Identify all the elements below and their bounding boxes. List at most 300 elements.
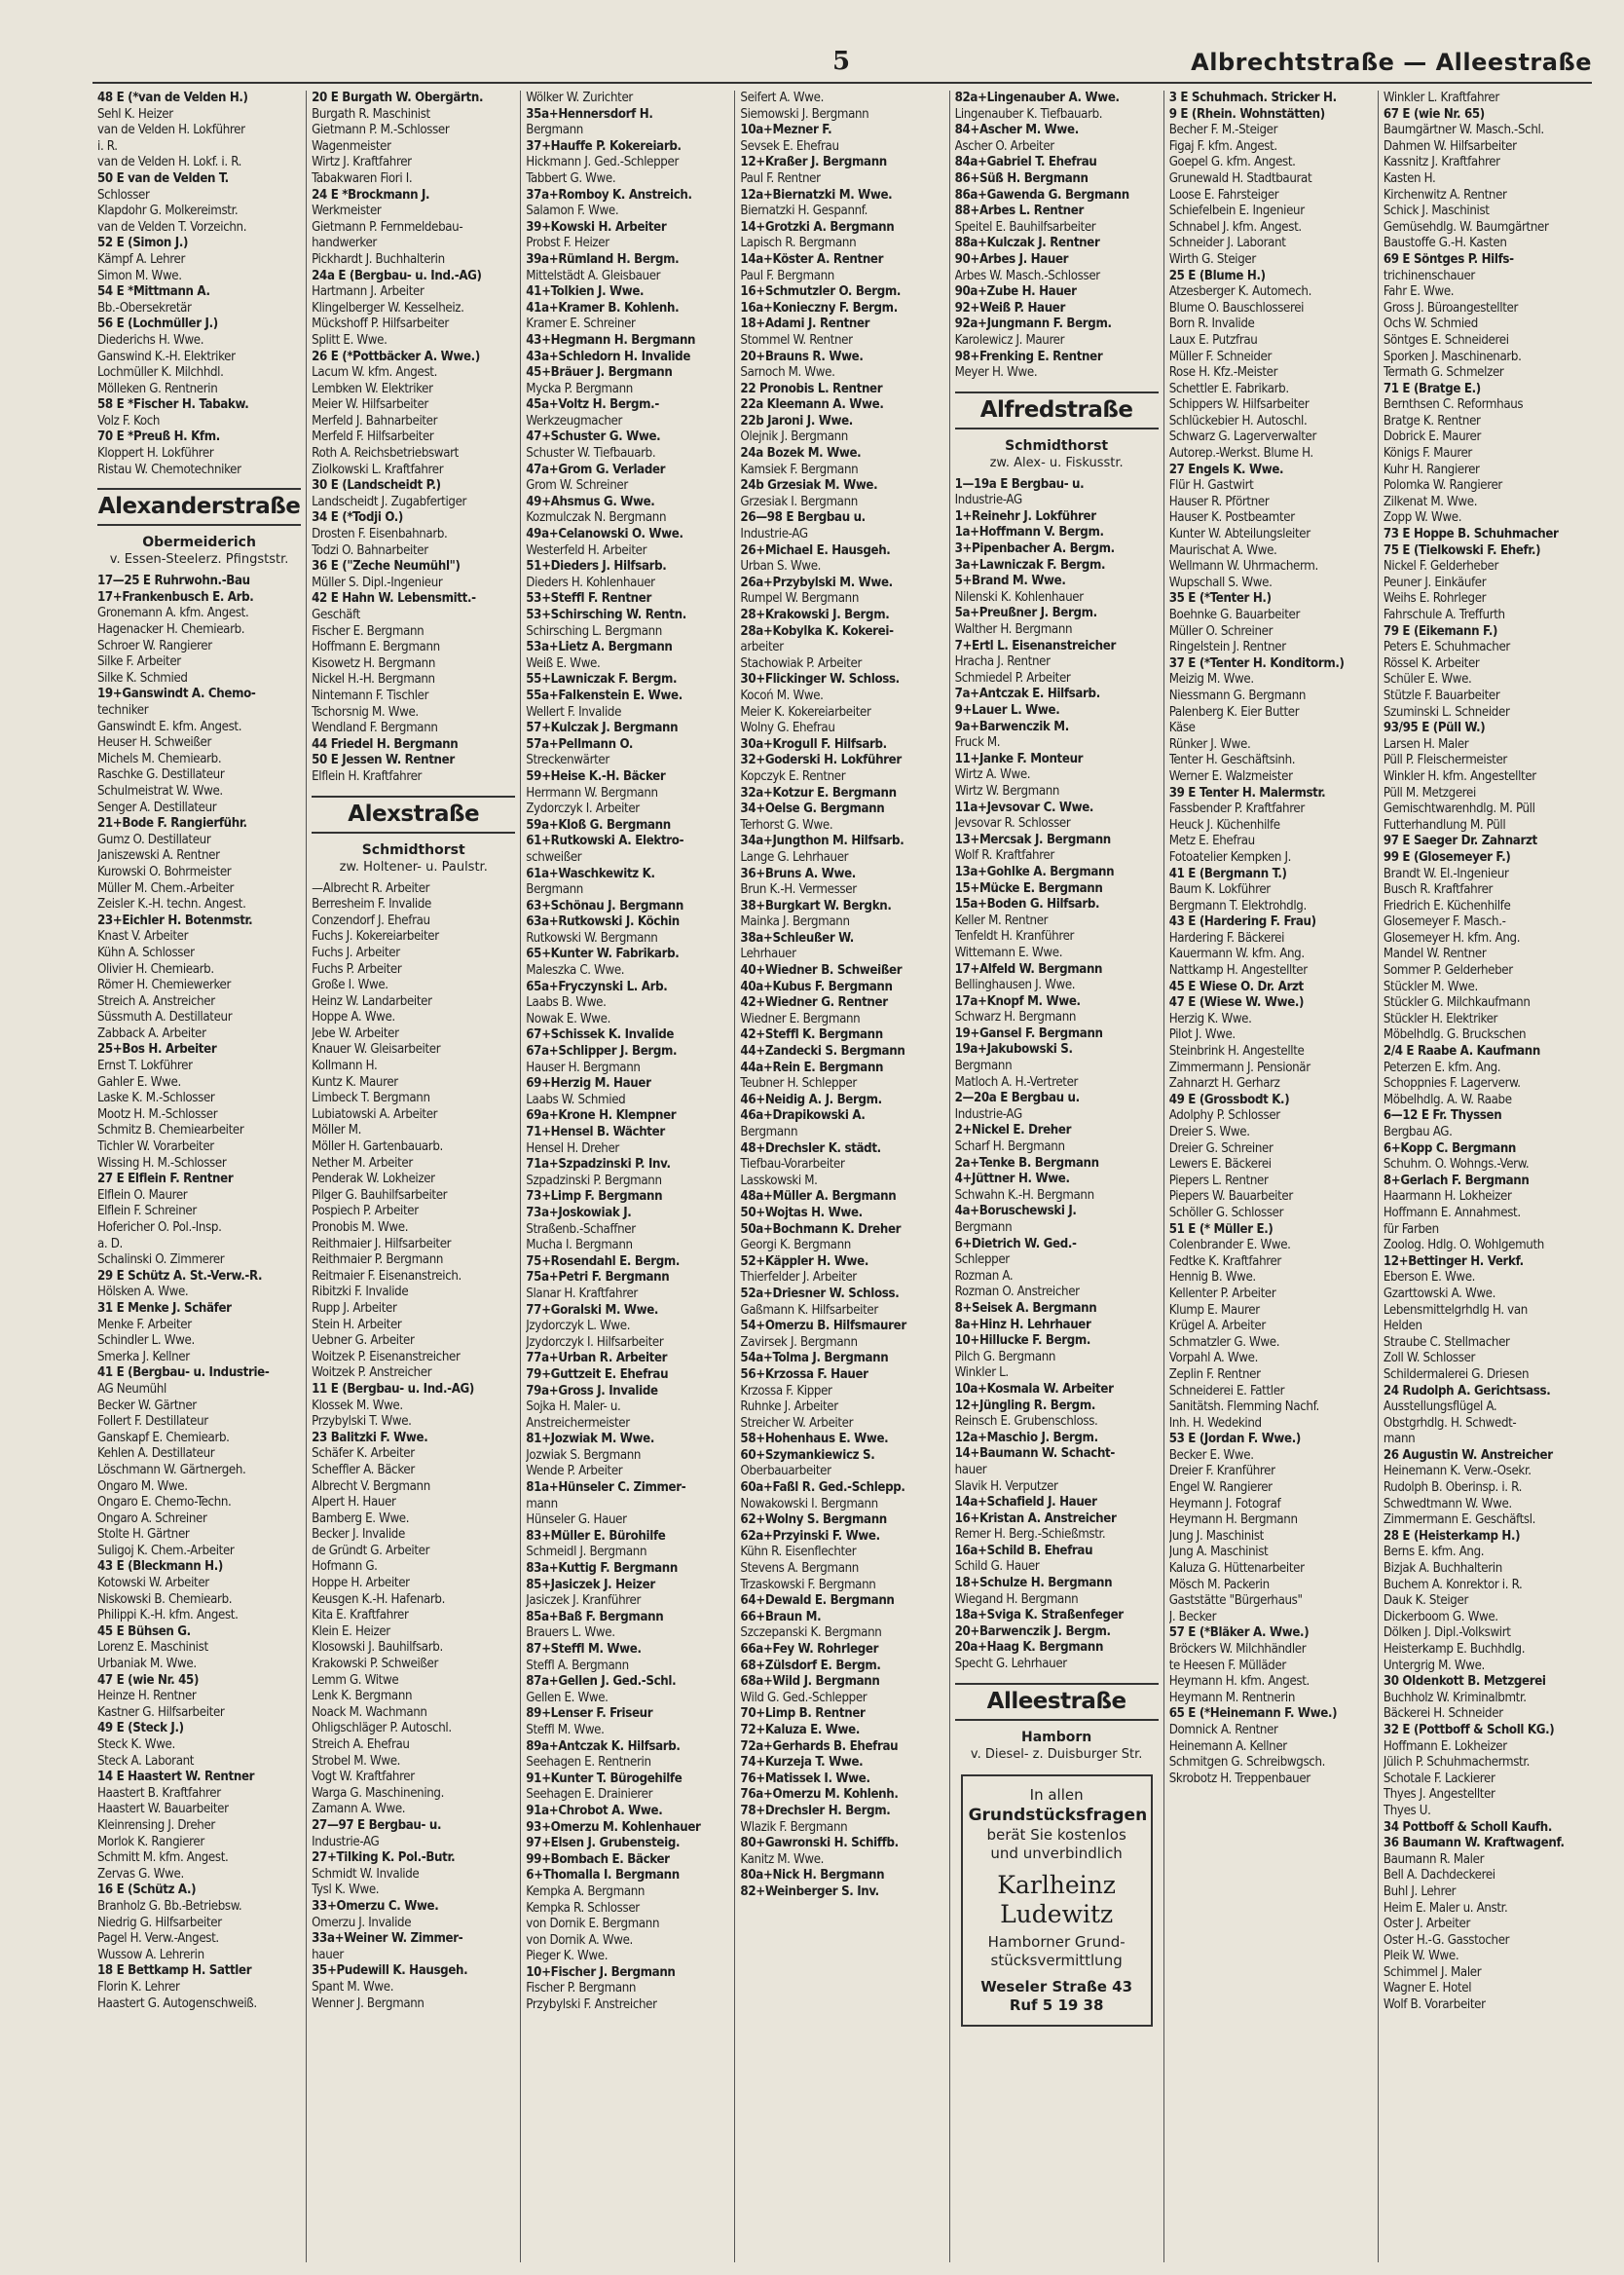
directory-entry: Hünseler G. Hauer <box>526 1512 627 1528</box>
directory-entry: Gzarttowski A. Wwe. <box>1383 1286 1496 1301</box>
directory-entry: Steffl M. Wwe. <box>526 1722 605 1737</box>
directory-entry: Industrie-AG <box>312 1834 380 1849</box>
directory-entry: Schneider J. Laborant <box>1168 236 1286 251</box>
directory-entry: Grunewald H. Stadtbaurat <box>1168 170 1312 186</box>
directory-entry: Karolewicz J. Maurer <box>954 332 1065 348</box>
directory-entry: 89a+Antczak K. Hilfsarb. <box>526 1738 681 1754</box>
directory-entry: Nether M. Arbeiter <box>312 1155 413 1171</box>
directory-entry: Berns E. kfm. Ang. <box>1383 1545 1485 1560</box>
directory-entry: 97+Elsen J. Grubensteig. <box>526 1836 681 1851</box>
directory-entry: Matloch A. H.-Vertreter <box>954 1074 1079 1090</box>
directory-entry: 75 E (Tielkowski F. Ehefr.) <box>1383 542 1541 558</box>
directory-entry: Römer H. Chemiewerker <box>97 978 232 993</box>
directory-entry: Georgi K. Bergmann <box>740 1238 851 1253</box>
directory-entry: Laabs W. Schmied <box>526 1092 626 1107</box>
directory-columns <box>92 91 1592 2262</box>
directory-entry: Baumgärtner W. Masch.-Schl. <box>1383 123 1544 138</box>
directory-entry: 16a+Konieczny F. Bergm. <box>740 300 898 316</box>
directory-entry: 86a+Gawenda G. Bergmann <box>954 187 1129 203</box>
directory-entry: Meier K. Kokereiarbeiter <box>740 704 871 720</box>
directory-entry: Wild G. Ged.-Schlepper <box>740 1690 867 1705</box>
directory-entry: Splitt E. Wwe. <box>312 332 388 348</box>
directory-entry: Omerzu J. Invalide <box>312 1915 412 1930</box>
directory-entry: Klosowski J. Bauhilfsarb. <box>312 1640 443 1656</box>
directory-entry: 92+Weiß P. Hauer <box>954 300 1065 316</box>
entry-list <box>740 91 943 1901</box>
directory-entry: 23+Eichler H. Botenmstr. <box>97 913 253 928</box>
directory-entry: 82+Weinberger S. Inv. <box>740 1883 879 1899</box>
directory-entry: Lingenauber K. Tiefbauarb. <box>954 106 1103 122</box>
directory-entry: Kaluza G. Hüttenarbeiter <box>1168 1561 1305 1577</box>
directory-entry: Schirsching L. Bergmann <box>526 623 662 639</box>
directory-entry: 12a+Maschio J. Bergm. <box>954 1430 1098 1445</box>
directory-entry: Vogt W. Kraftfahrer <box>312 1770 415 1785</box>
directory-entry: Pilger G. Bauhilfsarbeiter <box>312 1187 448 1203</box>
directory-entry: Colenbrander E. Wwe. <box>1168 1238 1291 1253</box>
directory-entry: 12a+Biernatzki M. Wwe. <box>740 187 893 203</box>
directory-entry: Oberbauarbeiter <box>740 1464 831 1479</box>
directory-entry: Schmitgen G. Schreibwgsch. <box>1168 1755 1326 1771</box>
directory-entry: 70+Limp B. Rentner <box>740 1706 866 1722</box>
directory-entry: Engel W. Rangierer <box>1168 1480 1273 1496</box>
directory-entry: Klapdohr G. Molkereimstr. <box>97 204 239 219</box>
directory-entry: 97 E Saeger Dr. Zahnarzt <box>1383 834 1537 849</box>
directory-entry: Elflein F. Schreiner <box>97 1204 197 1219</box>
directory-entry: Przybylski F. Anstreicher <box>526 1997 657 2013</box>
directory-entry: Palenberg K. Eier Butter <box>1168 704 1300 720</box>
directory-entry: 45 E Wiese O. Dr. Arzt <box>1168 979 1304 994</box>
directory-entry: Klein E. Heizer <box>312 1623 390 1639</box>
directory-entry: 76+Matissek I. Wwe. <box>740 1771 870 1786</box>
directory-entry: Mösch M. Packerin <box>1168 1577 1270 1592</box>
directory-entry: Tabbert G. Wwe. <box>526 170 616 186</box>
directory-entry: Zahnarzt H. Gerharz <box>1168 1076 1280 1092</box>
directory-entry: 86+Süß H. Bergmann <box>954 170 1089 186</box>
directory-entry: Rössel K. Arbeiter <box>1383 655 1480 671</box>
directory-entry: 28 E (Heisterkamp H.) <box>1383 1528 1521 1544</box>
directory-entry: Bizjak A. Buchhalterin <box>1383 1561 1502 1577</box>
directory-entry: Maleszka C. Wwe. <box>526 963 625 979</box>
directory-entry: 66+Braun M. <box>740 1609 822 1624</box>
directory-entry: Sojka H. Maler- u. <box>526 1399 621 1415</box>
directory-entry: 60+Szymankiewicz S. <box>740 1447 875 1463</box>
directory-entry: 3+Pipenbacher A. Bergm. <box>954 541 1115 557</box>
directory-entry: 56 E (Lochmüller J.) <box>97 317 218 332</box>
directory-entry: Heymann M. Rentnerin <box>1168 1690 1295 1705</box>
directory-entry: Stückler H. Elektriker <box>1383 1011 1498 1026</box>
directory-entry: Sevsek E. Ehefrau <box>740 138 839 154</box>
directory-entry: Bb.-Obersekretär <box>97 300 192 316</box>
directory-entry: techniker <box>97 703 149 718</box>
directory-entry: Straube C. Stellmacher <box>1383 1334 1510 1350</box>
directory-entry: 80+Gawronski H. Schiffb. <box>740 1836 899 1851</box>
directory-entry: Heuck J. Küchenhilfe <box>1168 817 1280 833</box>
directory-entry: Wirth G. Steiger <box>1168 251 1256 267</box>
district-range: zw. Holtener- u. Paulstr. <box>339 859 488 875</box>
directory-entry: Laske K. M.-Schlosser <box>97 1091 215 1106</box>
directory-entry: 26a+Przybylski M. Wwe. <box>740 575 893 590</box>
directory-entry: 4a+Boruschewski J. <box>954 1204 1077 1219</box>
directory-entry: 17—25 E Ruhrwohn.-Bau <box>97 574 250 589</box>
directory-entry: Wirtz A. Wwe. <box>954 767 1031 783</box>
directory-entry: Schiefelbein E. Ingenieur <box>1168 204 1305 219</box>
directory-entry: Obstgrhdlg. H. Schwedt- <box>1383 1415 1517 1431</box>
directory-entry: Streich A. Anstreicher <box>97 993 215 1009</box>
directory-entry: 34 E (*Todji O.) <box>312 510 403 526</box>
directory-entry: Meizig M. Wwe. <box>1168 672 1254 688</box>
directory-entry: Rozman A. <box>954 1268 1014 1284</box>
directory-entry: Kuhr H. Rangierer <box>1383 462 1480 477</box>
directory-entry: 11 E (Bergbau- u. Ind.-AG) <box>312 1381 474 1397</box>
directory-entry: Schmatzler G. Wwe. <box>1168 1334 1280 1350</box>
directory-entry: Dauk K. Steiger <box>1383 1593 1468 1609</box>
directory-entry: Ristau W. Chemotechniker <box>97 462 241 477</box>
directory-entry: Schmeidl J. Bergmann <box>526 1545 647 1560</box>
directory-entry: Piepers W. Bauarbeiter <box>1168 1189 1293 1205</box>
directory-entry: Niskowski B. Chemiearb. <box>97 1591 233 1607</box>
directory-entry: Gemischtwarenhdlg. M. Püll <box>1383 802 1535 817</box>
directory-entry: Hracha J. Rentner <box>954 654 1051 670</box>
directory-entry: Winkler H. kfm. Angestellter <box>1383 768 1536 784</box>
directory-entry: Diederichs H. Wwe. <box>97 332 204 348</box>
directory-entry: 58 E *Fischer H. Tabakw. <box>97 397 249 413</box>
directory-entry: 77+Goralski M. Wwe. <box>526 1302 659 1318</box>
street-name: Alexanderstraße <box>97 494 301 520</box>
directory-entry: Hoppe H. Arbeiter <box>312 1576 410 1591</box>
directory-entry: Zopp W. Wwe. <box>1383 510 1462 526</box>
directory-entry: Pleik W. Wwe. <box>1383 1949 1459 1964</box>
directory-entry: 52 E (Simon J.) <box>97 236 189 251</box>
directory-entry: Peterzen E. kfm. Ang. <box>1383 1060 1501 1075</box>
directory-entry: Wlazik F. Bergmann <box>740 1819 848 1835</box>
directory-entry: Heinz W. Landarbeiter <box>312 993 432 1009</box>
directory-entry: Schippers W. Hilfsarbeiter <box>1168 397 1310 413</box>
directory-entry: 26 Augustin W. Anstreicher <box>1383 1447 1553 1463</box>
directory-entry: 44+Zandecki S. Bergmann <box>740 1044 905 1060</box>
directory-entry: 49 E (Steck J.) <box>97 1721 184 1736</box>
directory-entry: Piepers L. Rentner <box>1168 1173 1269 1188</box>
ad-headline: Grundstücksfragen <box>968 1805 1148 1825</box>
directory-entry: 25+Bos H. Arbeiter <box>97 1042 217 1058</box>
directory-entry: Bernthsen C. Reformhaus <box>1383 397 1524 413</box>
directory-entry: 19+Gansel F. Bergmann <box>954 1026 1103 1041</box>
directory-entry: 25 E (Blume H.) <box>1168 268 1266 283</box>
directory-entry: Sporken J. Maschinenarb. <box>1383 349 1522 364</box>
directory-entry: Herrmann W. Bergmann <box>526 785 658 801</box>
directory-entry: Stevens A. Bergmann <box>740 1561 859 1577</box>
directory-entry: Paul F. Bergmann <box>740 268 834 283</box>
directory-entry: Thyes U. <box>1383 1803 1431 1818</box>
directory-entry: 39 E Tenter H. Malermstr. <box>1168 785 1326 801</box>
directory-entry: Krakowski P. Schweißer <box>312 1657 439 1672</box>
directory-entry: Dölken J. Dipl.-Volkswirt <box>1383 1625 1511 1641</box>
directory-entry: Alpert H. Hauer <box>312 1495 396 1510</box>
directory-entry: Hoffmann E. Lokheizer <box>1383 1738 1507 1754</box>
directory-entry: 66a+Fey W. Rohrleger <box>740 1642 879 1657</box>
directory-entry: Ruhnke J. Arbeiter <box>740 1399 838 1415</box>
directory-entry: Haastert W. Bauarbeiter <box>97 1802 229 1817</box>
directory-entry: Industrie-AG <box>740 527 808 542</box>
directory-entry: Wellmann W. Uhrmacherm. <box>1168 559 1318 575</box>
directory-entry: 80a+Nick H. Bergmann <box>740 1868 885 1883</box>
directory-entry: Stolte H. Gärtner <box>97 1527 190 1543</box>
directory-entry: Pilot J. Wwe. <box>1168 1027 1236 1043</box>
directory-entry: Futterhandlung M. Püll <box>1383 817 1506 833</box>
directory-entry: mann <box>1383 1432 1416 1447</box>
directory-entry: 30a+Krogull F. Hilfsarb. <box>740 736 887 752</box>
directory-entry: Westerfeld H. Arbeiter <box>526 542 647 558</box>
directory-entry: 16a+Schild B. Ehefrau <box>954 1543 1093 1558</box>
directory-entry: Remer H. Berg.-Schießmstr. <box>954 1527 1106 1543</box>
directory-entry: Hoffmann E. Bergmann <box>312 640 440 655</box>
directory-entry: Dreier F. Kranführer <box>1168 1464 1275 1479</box>
directory-entry: Kühn R. Eisenflechter <box>740 1545 857 1560</box>
directory-entry: 24 Rudolph A. Gerichtsass. <box>1383 1383 1551 1399</box>
directory-entry: 27 Engels K. Wwe. <box>1168 462 1284 477</box>
directory-entry: Kehlen A. Destillateur <box>97 1446 215 1462</box>
directory-entry: Helden <box>1383 1319 1422 1334</box>
directory-entry: Lapisch R. Bergmann <box>740 236 857 251</box>
directory-entry: Wirtz W. Bergmann <box>954 783 1060 799</box>
directory-entry: Schuhm. O. Wohngs.-Verw. <box>1383 1157 1530 1173</box>
directory-entry: Thyes J. Angestellter <box>1383 1787 1495 1803</box>
directory-entry: 2—20a E Bergbau u. <box>954 1091 1080 1106</box>
directory-entry: 51+Dieders J. Hilfsarb. <box>526 559 667 575</box>
directory-entry: 33a+Weiner W. Zimmer- <box>312 1931 463 1947</box>
directory-entry: Flür H. Gastwirt <box>1168 478 1254 494</box>
directory-entry: 71 E (Bratge E.) <box>1383 381 1481 396</box>
directory-entry: Merfeld J. Bahnarbeiter <box>312 413 438 429</box>
directory-entry: hauer <box>312 1947 344 1962</box>
directory-entry: 28+Krakowski J. Bergm. <box>740 608 890 622</box>
directory-entry: 33+Omerzu C. Wwe. <box>312 1898 439 1914</box>
directory-entry: Schettler E. Fabrikarb. <box>1168 381 1289 396</box>
directory-entry: Merfeld F. Hilfsarbeiter <box>312 429 434 445</box>
directory-entry: 28a+Kobylka K. Kokerei- <box>740 623 894 639</box>
directory-entry: Winkler L. <box>954 1365 1009 1381</box>
directory-entry: Fedtke K. Kraftfahrer <box>1168 1253 1281 1269</box>
directory-entry: Senger A. Destillateur <box>97 800 217 815</box>
directory-entry: Walther H. Bergmann <box>954 622 1073 638</box>
directory-entry: 52a+Driesner W. Schloss. <box>740 1286 900 1301</box>
directory-entry: 63a+Rutkowski J. Köchin <box>526 914 680 930</box>
directory-entry: Tenfeldt H. Kranführer <box>954 929 1075 945</box>
directory-entry: 73a+Joskowiak J. <box>526 1205 632 1220</box>
directory-entry: Sommer P. Gelderheber <box>1383 963 1513 979</box>
directory-entry: Schöller G. Schlosser <box>1168 1205 1284 1220</box>
directory-entry: Brandt W. El.-Ingenieur <box>1383 866 1509 881</box>
district-name: Obermeiderich <box>142 535 256 551</box>
directory-entry: 54+Omerzu B. Hilfsmaurer <box>740 1319 906 1334</box>
directory-entry: Mycka P. Bergmann <box>526 381 633 396</box>
directory-entry: Große I. Wwe. <box>312 978 388 993</box>
ad-address: Weseler Straße 43 <box>980 1977 1133 1995</box>
directory-entry: 18+Adami J. Rentner <box>740 317 870 332</box>
directory-entry: Bamberg E. Wwe. <box>312 1510 410 1526</box>
page-header <box>92 47 1592 86</box>
directory-entry: Meier W. Hilfsarbeiter <box>312 397 428 413</box>
directory-entry: Urbaniak M. Wwe. <box>97 1657 197 1672</box>
directory-entry: Heim E. Maler u. Anstr. <box>1383 1900 1508 1916</box>
directory-entry: Jung A. Maschinist <box>1168 1545 1269 1560</box>
directory-entry: Wupschall S. Wwe. <box>1168 575 1273 590</box>
directory-entry: Fotoatelier Kempken J. <box>1168 849 1292 865</box>
directory-entry: 10+Fischer J. Bergmann <box>526 1964 676 1980</box>
directory-entry: Wellert F. Invalide <box>526 704 622 720</box>
directory-entry: 44a+Rein E. Bergmann <box>740 1060 884 1075</box>
directory-entry: 1a+Hoffmann V. Bergm. <box>954 525 1104 541</box>
directory-entry: Schmiedel P. Arbeiter <box>954 670 1071 686</box>
directory-entry: Fahrschule A. Treffurth <box>1383 608 1505 622</box>
directory-entry: 18 E Bettkamp H. Sattler <box>97 1963 252 1979</box>
directory-entry: Blume O. Bauschlosserei <box>1168 300 1305 316</box>
directory-entry: 64+Dewald E. Bergmann <box>740 1593 895 1609</box>
directory-entry: 10+Hillucke F. Bergm. <box>954 1333 1091 1349</box>
directory-entry: Kunter W. Abteilungsleiter <box>1168 527 1310 542</box>
directory-entry: Zimmermann J. Pensionär <box>1168 1060 1310 1075</box>
directory-entry: Grzesiak I. Bergmann <box>740 494 858 509</box>
directory-entry: 30 Oldenkott B. Metzgerei <box>1383 1674 1546 1690</box>
directory-entry: 90a+Zube H. Hauer <box>954 284 1077 300</box>
directory-entry: Kita E. Kraftfahrer <box>312 1608 409 1623</box>
directory-entry: Ringelstein J. Rentner <box>1168 640 1286 655</box>
directory-entry: Mucha I. Bergmann <box>526 1238 633 1253</box>
directory-entry: Lebensmittelgrhdlg H. van <box>1383 1302 1528 1318</box>
directory-entry: 11+Janke F. Monteur <box>954 751 1084 766</box>
ad-phone: Ruf 5 19 38 <box>1009 1995 1104 2014</box>
directory-entry: Skrobotz H. Treppenbauer <box>1168 1771 1310 1786</box>
directory-entry: Silke F. Arbeiter <box>97 654 181 670</box>
directory-entry: 24a E (Bergbau- u. Ind.-AG) <box>312 268 482 283</box>
directory-entry: 99+Bombach E. Bäcker <box>526 1851 670 1867</box>
directory-entry: 62+Wolny S. Bergmann <box>740 1512 887 1528</box>
directory-entry: 9 E (Rhein. Wohnstätten) <box>1168 106 1325 122</box>
directory-entry: Gumz O. Destillateur <box>97 832 211 847</box>
directory-entry: Haastert G. Autogenschweiß. <box>97 1995 257 2011</box>
directory-entry: Hartmann J. Arbeiter <box>312 284 424 300</box>
directory-entry: Philippi K.-H. kfm. Angest. <box>97 1608 239 1623</box>
directory-entry: 19a+Jakubowski S. <box>954 1042 1073 1058</box>
directory-entry: Wagner E. Hotel <box>1383 1981 1472 1996</box>
directory-entry: Werkmeister <box>312 204 382 219</box>
directory-entry: 73 E Hoppe B. Schuhmacher <box>1383 527 1559 542</box>
directory-entry: Boehnke G. Bauarbeiter <box>1168 608 1300 622</box>
directory-entry: 20+Brauns R. Wwe. <box>740 349 864 364</box>
directory-entry: Tichler W. Vorarbeiter <box>97 1139 214 1155</box>
directory-entry: Kocoń M. Wwe. <box>740 688 824 703</box>
directory-entry: 36+Bruns A. Wwe. <box>740 866 856 881</box>
directory-entry: Fischer P. Bergmann <box>526 1981 637 1996</box>
entry-list <box>312 91 515 786</box>
directory-entry: Dickerboom G. Wwe. <box>1383 1609 1498 1624</box>
directory-entry: Wölker W. Zurichter <box>526 91 633 105</box>
directory-entry: 5+Brand M. Wwe. <box>954 574 1066 589</box>
ad-line: In allen <box>1029 1785 1084 1804</box>
directory-entry: Rozman O. Anstreicher <box>954 1285 1080 1300</box>
directory-entry: Tiefbau-Vorarbeiter <box>740 1157 845 1173</box>
directory-entry: 85+Jasiczek J. Heizer <box>526 1577 655 1592</box>
directory-entry: Schulmeistrat W. Wwe. <box>97 783 223 799</box>
directory-entry: 52+Käppler H. Wwe. <box>740 1253 869 1269</box>
street-heading <box>955 1683 1159 1721</box>
directory-entry: 27+Tilking K. Pol.-Butr. <box>312 1850 456 1866</box>
directory-entry: 98+Frenking E. Rentner <box>954 349 1103 364</box>
directory-entry: 31 E Menke J. Schäfer <box>97 1300 232 1316</box>
directory-entry: Spant M. Wwe. <box>312 1979 394 1995</box>
directory-entry: Lehrhauer <box>740 947 796 962</box>
directory-entry: Industrie-AG <box>954 493 1022 508</box>
directory-entry: 47a+Grom G. Verlader <box>526 462 666 477</box>
directory-entry: Siemowski J. Bergmann <box>740 106 869 122</box>
directory-entry: Burgath R. Maschinist <box>312 106 430 122</box>
directory-entry: Dreier S. Wwe. <box>1168 1125 1250 1139</box>
directory-entry: 89+Lenser F. Friseur <box>526 1706 653 1722</box>
directory-entry: 69a+Krone H. Klempner <box>526 1108 677 1124</box>
directory-entry: van de Velden T. Vorzeichn. <box>97 219 247 235</box>
directory-entry: Streckenwärter <box>526 753 609 768</box>
directory-entry: 20a+Haag K. Bergmann <box>954 1640 1104 1656</box>
directory-entry: Ohligschläger P. Autoschl. <box>312 1721 452 1736</box>
directory-entry: Warga G. Maschinening. <box>312 1785 445 1801</box>
directory-entry: Pagel H. Verw.-Angest. <box>97 1931 219 1947</box>
directory-entry: arbeiter <box>740 640 784 655</box>
directory-entry: 2/4 E Raabe A. Kaufmann <box>1383 1044 1540 1060</box>
directory-entry: 55a+Falkenstein E. Wwe. <box>526 688 683 703</box>
directory-entry: Thierfelder J. Arbeiter <box>740 1270 857 1286</box>
running-head: Albrechtstraße — Alleestraße <box>1191 49 1592 76</box>
directory-entry: Bergmann <box>740 1125 798 1139</box>
directory-entry: Schwarz H. Bergmann <box>954 1010 1077 1026</box>
directory-entry: Lewers E. Bäckerei <box>1168 1157 1272 1173</box>
directory-entry: 15+Mücke E. Bergmann <box>954 880 1103 896</box>
directory-entry: Königs F. Maurer <box>1383 446 1472 462</box>
directory-entry: Schimmel J. Maler <box>1383 1964 1482 1980</box>
directory-entry: 14+Baumann W. Schacht- <box>954 1446 1115 1462</box>
directory-entry: Szczepanski K. Bergmann <box>740 1625 882 1641</box>
directory-entry: 21+Bode F. Rangierführ. <box>97 816 247 832</box>
district-range: v. Diesel- z. Duisburger Str. <box>970 1746 1143 1762</box>
directory-entry: Bröckers W. Milchhändler <box>1168 1642 1307 1657</box>
column-3 <box>521 91 735 2262</box>
directory-entry: 68+Zülsdorf E. Bergm. <box>740 1658 881 1673</box>
directory-entry: Kellenter P. Arbeiter <box>1168 1286 1276 1301</box>
directory-entry: Schick J. Maschinist <box>1383 204 1490 219</box>
directory-entry: Schuster W. Tiefbauarb. <box>526 446 656 462</box>
directory-entry: Schwedtmann W. Wwe. <box>1383 1496 1512 1511</box>
directory-entry: Ganswindt E. kfm. Angest. <box>97 719 242 734</box>
directory-entry: 12+Kraßer J. Bergmann <box>740 155 887 170</box>
directory-entry: 62a+Przyinski F. Wwe. <box>740 1528 880 1544</box>
directory-entry: Seehagen E. Drainierer <box>526 1787 653 1803</box>
directory-entry: Pronobis M. Wwe. <box>312 1220 409 1235</box>
directory-entry: 79 E (Eikemann F.) <box>1383 623 1498 639</box>
directory-entry: Reithmaier J. Hilfsarbeiter <box>312 1236 452 1251</box>
directory-entry: Berresheim F. Invalide <box>312 897 432 913</box>
directory-entry: Jülich P. Schuhmachermstr. <box>1383 1755 1531 1771</box>
directory-entry: Schildermalerei G. Driesen <box>1383 1366 1530 1382</box>
directory-entry: Seehagen E. Rentnerin <box>526 1755 651 1771</box>
directory-entry: 8+Seisek A. Bergmann <box>954 1300 1097 1316</box>
directory-entry: Süssmuth A. Destillateur <box>97 1010 233 1026</box>
directory-entry: Seifert A. Wwe. <box>740 91 824 105</box>
directory-entry: 76a+Omerzu M. Kohlenh. <box>740 1787 899 1803</box>
directory-entry: 7a+Antczak E. Hilfsarb. <box>954 687 1100 702</box>
directory-entry: Pilch G. Bergmann <box>954 1349 1056 1364</box>
directory-entry: 42+Steffl K. Bergmann <box>740 1027 883 1043</box>
directory-entry: Drosten F. Eisenbahnarb. <box>312 527 448 542</box>
street-heading <box>312 796 515 834</box>
district-name: Hamborn <box>1021 1729 1092 1745</box>
